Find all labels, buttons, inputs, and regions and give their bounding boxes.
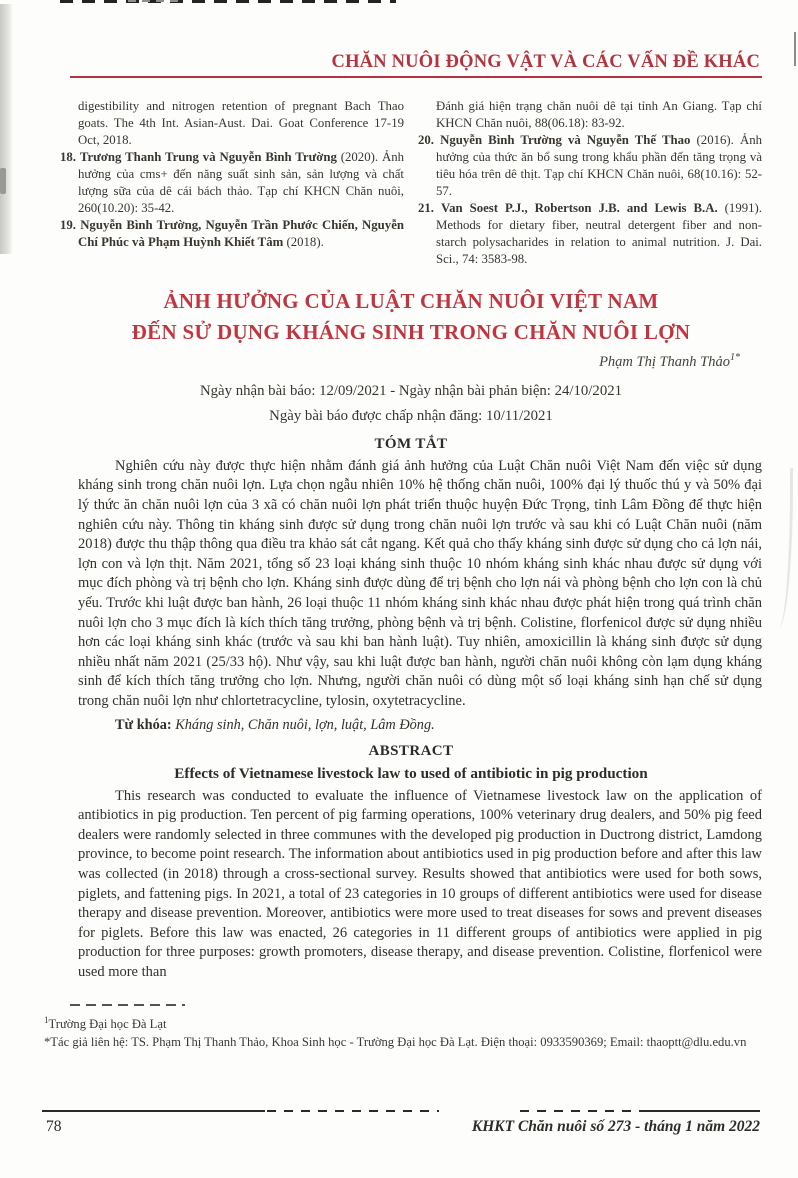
- footer-rule-dashed-mid: [267, 1110, 439, 1112]
- vietnamese-abstract: Nghiên cứu này được thực hiện nhằm đánh giá ảnh hưởng của Luật Chăn nuôi Việt Nam đến việc sử dụng kháng sinh trong chăn nuôi lợn. Lựa chọn ngẫu nhiên 10% hệ thống chăn nuôi, 100% đại lý thuốc thú y và 50% đại lý thức ăn chăn nuôi lợn của 3 xã có chăn nuôi lợn phát triển thuộc huyện Đức Trọng, tỉnh Lâm Đồng để thực hiện nghiên cứu này. Thông tin kháng sinh được sử dụng trong chăn nuôi lợn trước và sau khi có Luật Chăn nuôi (năm 2018) được thu thập thông qua điều tra khảo sát cắt ngang. Kết quả cho thấy kháng sinh được sử dụng cho cả lợn nái, lợn con và lợn thịt. Năm 2021, tổng số 23 loại kháng sinh thuộc 10 nhóm kháng sinh khác nhau được sử dụng với mục đích phòng và trị bệnh cho lợn. Kháng sinh được dùng để trị bệnh cho lợn nái và phòng bệnh cho lợn con là chủ yếu. Trước khi luật được ban hành, 26 loại thuộc 11 nhóm kháng sinh khác nhau được phát hiện trong quá trình chăn nuôi lợn cho 3 mục đích là kích thích tăng trưởng, phòng bệnh và trị bệnh. Colistine, florfenicol được sử dụng nhiều hơn các loại kháng sinh khác (trước và sau khi ban hành luật). Tuy nhiên, amoxicillin là kháng sinh được sử dụng nhiều nhất năm 2021 (25/33 hộ). Như vậy, sau khi luật được ban hành, người chăn nuôi không còn lạm dụng kháng sinh để kích thích tăng trưởng cho lợn. Nhưng, người chăn nuôi có dùng một số loại kháng sinh hạn chế sử dụng trong chăn nuôi lợn như chlortetracycline, tylosin, oxytetracycline.: [78, 457, 762, 709]
- footer-rule-dashed-right: [520, 1110, 640, 1112]
- tomtat-heading: TÓM TẮT: [374, 435, 448, 452]
- scan-artifact-top-small-dashes: [128, 0, 180, 2]
- reference-number: 18.: [60, 150, 76, 164]
- scan-artifact-left-notch: [0, 168, 6, 194]
- references-right-column: [418, 98, 762, 268]
- running-header-title: CHĂN NUÔI ĐỘNG VẬT VÀ CÁC VẤN ĐỀ KHÁC: [331, 52, 760, 72]
- header-rule: [70, 76, 762, 78]
- reference-number: 21.: [418, 201, 434, 215]
- scan-artifact-right-curve: [772, 468, 793, 628]
- footnote-affiliation-text: Trường Đại học Đà Lạt: [48, 1017, 167, 1032]
- reference-item: [418, 98, 762, 132]
- page-number: 78: [46, 1118, 62, 1135]
- footnote-contact: *Tác giả liên hệ: TS. Phạm Thị Thanh Thảo, Khoa Sinh học - Trường Đại học Đà Lạt. Điện thoại: 0933590369; Email: thaoptt@dlu.edu.vn: [44, 1035, 747, 1050]
- english-abstract: This research was conducted to evaluate the influence of Vietnamese livestock law on the application of antibiotics in pig production. Ten percent of pig farming operations, 100% veterinary drug dealers, and 50% pig feed dealers were randomly selected in three communes with the developed pig production in Ductrong district, Lamdong province, to become point research. The information about antibiotics used in pig production before and after this law was collected (in 2018) through a cross-sectional survey. Results showed that antibiotics were used for both sows, piglets, and fattening pigs. In 2021, a total of 23 categories in 10 groups of different antibiotics were used for disease therapy and disease prevention. Moreover, antibiotics were more used to treat diseases for sows and prevent diseases for piglets. Before this law was enacted, 26 categories in 11 different groups of antibiotics were applied in pig production for three purposes: growth promoters, disease therapy, and disease prevention. Colistine, florfenicol were used more than: [78, 787, 762, 980]
- footnote-block: [44, 1004, 762, 1051]
- footer-rule-solid-right: [640, 1110, 760, 1112]
- footnote-divider: [70, 1004, 185, 1006]
- reference-text: (2018).: [286, 235, 324, 249]
- keywords-line: [78, 714, 762, 736]
- page-footer: [46, 1118, 760, 1136]
- footer-rule-solid-left: [42, 1110, 265, 1112]
- article-title-line2: ĐẾN SỬ DỤNG KHÁNG SINH TRONG CHĂN NUÔI LỢN: [131, 320, 691, 344]
- reference-text: (1991). Methods for dietary fiber, neutral detergent fiber and non-starch polysacharides in relation to animal nutrition. J. Dai. Sci., 74: 3583-98.: [436, 201, 762, 266]
- reference-authors: Nguyễn Bình Trường và Nguyễn Thế Thao: [440, 133, 691, 147]
- scan-artifact-right-tick: [794, 32, 796, 66]
- running-header: [60, 52, 762, 78]
- reference-text: Đánh giá hiện trạng chăn nuôi dê tại tỉnh An Giang. Tạp chí KHCN Chăn nuôi, 88(06.18): 83-92.: [436, 99, 762, 130]
- article-title-line1: ẢNH HƯỞNG CỦA LUẬT CHĂN NUÔI VIỆT NAM: [163, 289, 659, 313]
- article-title: [60, 286, 762, 348]
- reference-authors: Nguyễn Bình Trường, Nguyễn Trần Phước Chiến, Nguyễn Chí Phúc và Phạm Huỳnh Khiết Tâm: [78, 218, 404, 249]
- reference-item: [60, 98, 404, 149]
- references-section: [60, 98, 762, 268]
- keywords-text: Kháng sinh, Chăn nuôi, lợn, luật, Lâm Đồng.: [175, 716, 435, 733]
- reference-number: 19.: [60, 218, 76, 232]
- reference-item: [60, 217, 404, 251]
- footnote-sup: 1: [44, 1015, 49, 1025]
- date-accepted-line: Ngày bài báo được chấp nhận đăng: 10/11/2021: [269, 407, 553, 424]
- submission-dates: [60, 379, 762, 429]
- author-name: Phạm Thị Thanh Thảo: [599, 353, 730, 370]
- reference-item: [60, 149, 404, 217]
- reference-text: digestibility and nitrogen retention of pregnant Bach Thao goats. The 4th Int. Asian-Aust. Dai. Goat Conference 17-19 Oct, 2018.: [78, 99, 404, 147]
- abstract-english-title: Effects of Vietnamese livestock law to used of antibiotic in pig production: [174, 764, 648, 782]
- date-received-line: Ngày nhận bài báo: 12/09/2021 - Ngày nhận bài phản biện: 24/10/2021: [199, 382, 623, 399]
- author-line: [60, 352, 762, 371]
- abstract-heading: ABSTRACT: [368, 742, 454, 759]
- keywords-label: Từ khóa:: [115, 716, 172, 733]
- scan-artifact-left-edge-shadow: [0, 4, 13, 254]
- reference-number: 20.: [418, 133, 434, 147]
- author-affiliation-mark: 1*: [730, 352, 740, 363]
- references-left-column: [60, 98, 404, 268]
- scan-artifact-top-dashed-line: [60, 0, 396, 3]
- reference-text: (2016). Ảnh hưởng của thức ăn bổ sung trong khẩu phần đến tăng trọng và tiêu hóa trên dê thịt. Tạp chí KHCN Chăn nuôi, 68(10.16): 52-57.: [436, 133, 762, 198]
- reference-item: [418, 132, 762, 200]
- reference-authors: Trương Thanh Trung và Nguyễn Bình Trường: [79, 150, 337, 164]
- footnote-affiliation: [44, 1011, 762, 1033]
- reference-item: [418, 200, 762, 268]
- reference-authors: Van Soest P.J., Robertson J.B. and Lewis B.A.: [441, 201, 718, 215]
- journal-issue-label: KHKT Chăn nuôi số 273 - tháng 1 năm 2022: [471, 1118, 760, 1135]
- reference-text: (2020). Ảnh hưởng của cms+ đến năng suất sinh sản, sản lượng và chất lượng sữa của dê cái bách thảo. Tạp chí KHCN Chăn nuôi, 260(10.20): 35-42.: [78, 150, 404, 215]
